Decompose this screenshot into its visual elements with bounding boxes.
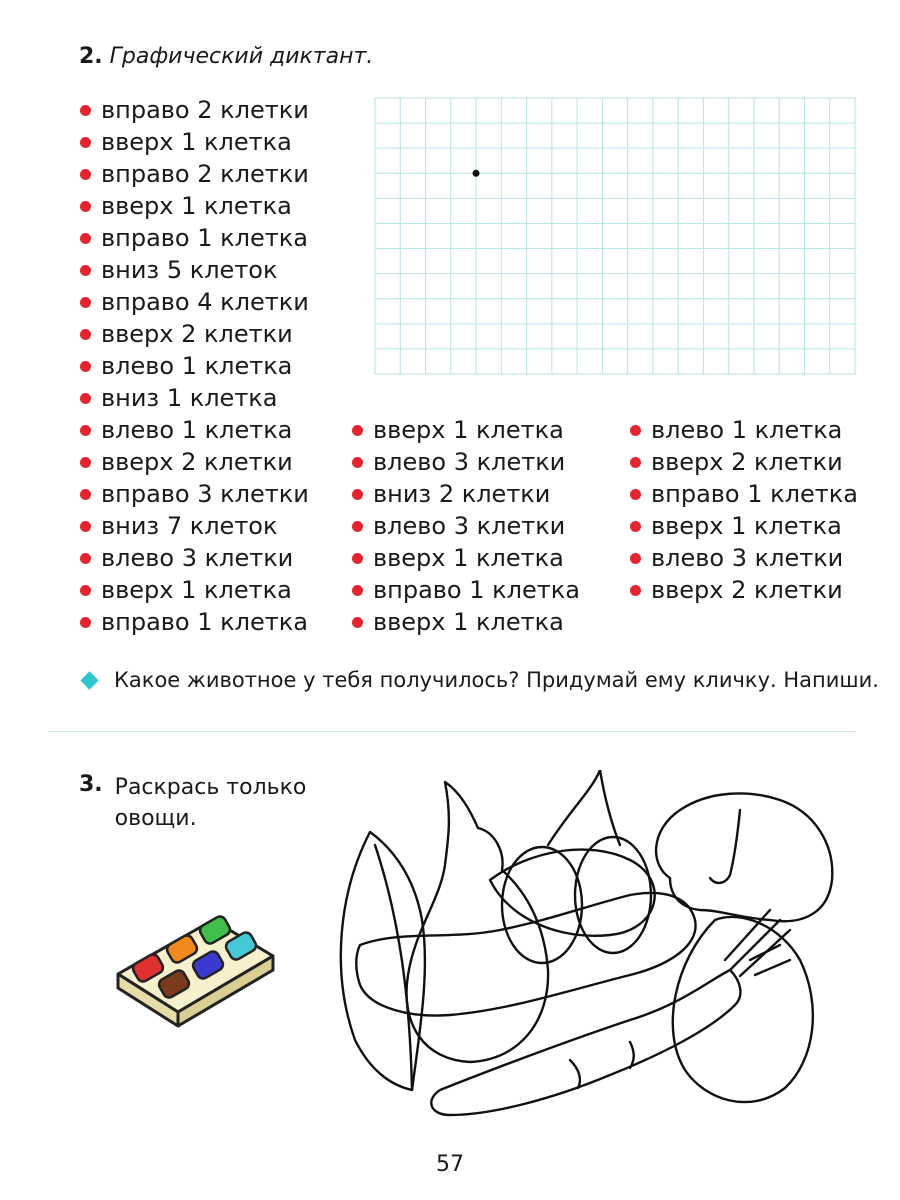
dictation-step (80, 350, 309, 382)
task-3-number: 3. (79, 772, 103, 797)
dictation-step (630, 478, 858, 510)
dictation-step (352, 574, 580, 606)
dictation-step (80, 158, 309, 190)
dictation-step (352, 606, 580, 638)
eggplant-outline (673, 917, 813, 1102)
drawing-grid[interactable] (374, 97, 856, 375)
dictation-column-3 (630, 414, 858, 606)
dictation-step (630, 414, 858, 446)
dictation-step (80, 254, 309, 286)
dictation-step (80, 126, 309, 158)
dictation-step-text: вправо 2 клетки (101, 160, 309, 188)
bullet-icon (630, 521, 641, 532)
bullet-icon (80, 297, 91, 308)
dictation-step-text: вправо 1 клетка (373, 576, 580, 604)
task-2-number: 2. (79, 44, 103, 69)
pear-outline (407, 782, 549, 1062)
bullet-icon (80, 585, 91, 596)
bullet-icon (80, 425, 91, 436)
dictation-step (80, 190, 309, 222)
task-3-heading (79, 772, 306, 834)
bullet-icon (630, 457, 641, 468)
bullet-icon (352, 489, 363, 500)
task-2-title: Графический диктант. (109, 44, 374, 69)
question-text: Какое животное у тебя получилось? Придумай ему кличку. Напиши. (114, 668, 879, 692)
bullet-icon (352, 521, 363, 532)
dictation-step (80, 382, 309, 414)
bullet-icon (80, 329, 91, 340)
bullet-icon (352, 585, 363, 596)
dictation-step-text: вниз 1 клетка (101, 384, 278, 412)
dictation-step-text: вниз 7 клеток (101, 512, 278, 540)
task-3-text-line-2: овощи. (114, 806, 197, 831)
dictation-step-text: вправо 1 клетка (101, 224, 308, 252)
dictation-step (80, 542, 309, 574)
dictation-step-text: вверх 2 клетки (101, 320, 293, 348)
dictation-step (352, 414, 580, 446)
bullet-icon (352, 457, 363, 468)
question (79, 668, 879, 692)
bullet-icon (352, 617, 363, 628)
dictation-step-text: влево 1 клетка (101, 352, 293, 380)
bullet-icon (630, 425, 641, 436)
dictation-step-text: вправо 4 клетки (101, 288, 309, 316)
fruits-vegetables-illustration (330, 770, 870, 1130)
dictation-step (352, 510, 580, 542)
dictation-column-2 (352, 414, 580, 638)
cherries-stem-2 (600, 770, 620, 845)
dictation-step-text: вверх 2 клетки (101, 448, 293, 476)
dictation-column-1 (80, 94, 309, 638)
dictation-step (630, 574, 858, 606)
dictation-step-text: вверх 2 клетки (651, 448, 843, 476)
dictation-step (80, 510, 309, 542)
bullet-icon (80, 553, 91, 564)
bullet-icon (630, 489, 641, 500)
diamond-marker-icon (80, 671, 98, 689)
dictation-step (80, 318, 309, 350)
dictation-step-text: вверх 1 клетка (101, 128, 292, 156)
bullet-icon (80, 521, 91, 532)
start-point-dot (473, 170, 480, 177)
dictation-step (80, 414, 309, 446)
bullet-icon (80, 105, 91, 116)
dictation-step-text: влево 3 клетки (373, 512, 566, 540)
dictation-step-text: влево 3 клетки (651, 544, 844, 572)
bullet-icon (352, 425, 363, 436)
carrot-outline (431, 970, 740, 1115)
dictation-step (630, 446, 858, 478)
dictation-step-text: вверх 1 клетка (651, 512, 842, 540)
bullet-icon (80, 265, 91, 276)
cherries-stem (548, 770, 600, 845)
dictation-step (80, 606, 309, 638)
dictation-step-text: вверх 1 клетка (101, 576, 292, 604)
dictation-step-text: вверх 1 клетка (101, 192, 292, 220)
bullet-icon (80, 169, 91, 180)
dictation-step (630, 510, 858, 542)
bullet-icon (80, 201, 91, 212)
bullet-icon (352, 553, 363, 564)
paint-box-illustration (108, 912, 278, 1042)
dictation-step-text: влево 1 клетка (651, 416, 843, 444)
dictation-step (80, 478, 309, 510)
dictation-step-text: вверх 1 клетка (373, 416, 564, 444)
bullet-icon (80, 233, 91, 244)
carrot-lines (570, 1042, 634, 1088)
bullet-icon (80, 361, 91, 372)
bullet-icon (80, 457, 91, 468)
dictation-step (352, 446, 580, 478)
dictation-step (80, 446, 309, 478)
dictation-step-text: вниз 5 клеток (101, 256, 278, 284)
bullet-icon (630, 585, 641, 596)
dictation-step (80, 94, 309, 126)
dictation-step-text: влево 3 клетки (373, 448, 566, 476)
dictation-step (80, 286, 309, 318)
dictation-step-text: вверх 1 клетка (373, 544, 564, 572)
leaf-vein (375, 845, 412, 1090)
dictation-step-text: влево 3 клетки (101, 544, 294, 572)
dictation-step (352, 542, 580, 574)
grid-canvas[interactable] (374, 97, 856, 375)
apple-stem (710, 810, 740, 883)
dictation-step-text: вправо 2 клетки (101, 96, 309, 124)
dictation-step (80, 574, 309, 606)
dictation-step-text: вверх 2 клетки (651, 576, 843, 604)
bullet-icon (80, 393, 91, 404)
dictation-step-text: вправо 3 клетки (101, 480, 309, 508)
task-2-heading (79, 44, 373, 69)
dictation-step (80, 222, 309, 254)
dictation-step (352, 478, 580, 510)
dictation-step-text: вниз 2 клетки (373, 480, 551, 508)
section-divider (48, 731, 856, 732)
page-number: 57 (436, 1152, 464, 1177)
task-3-text-line-1: Раскрась только (114, 775, 307, 800)
bullet-icon (630, 553, 641, 564)
dictation-step-text: вверх 1 клетка (373, 608, 564, 636)
bullet-icon (80, 617, 91, 628)
dictation-step-text: вправо 1 клетка (651, 480, 858, 508)
dictation-step-text: вправо 1 клетка (101, 608, 308, 636)
dictation-step-text: влево 1 клетка (101, 416, 293, 444)
dictation-step (630, 542, 858, 574)
bullet-icon (80, 137, 91, 148)
bullet-icon (80, 489, 91, 500)
